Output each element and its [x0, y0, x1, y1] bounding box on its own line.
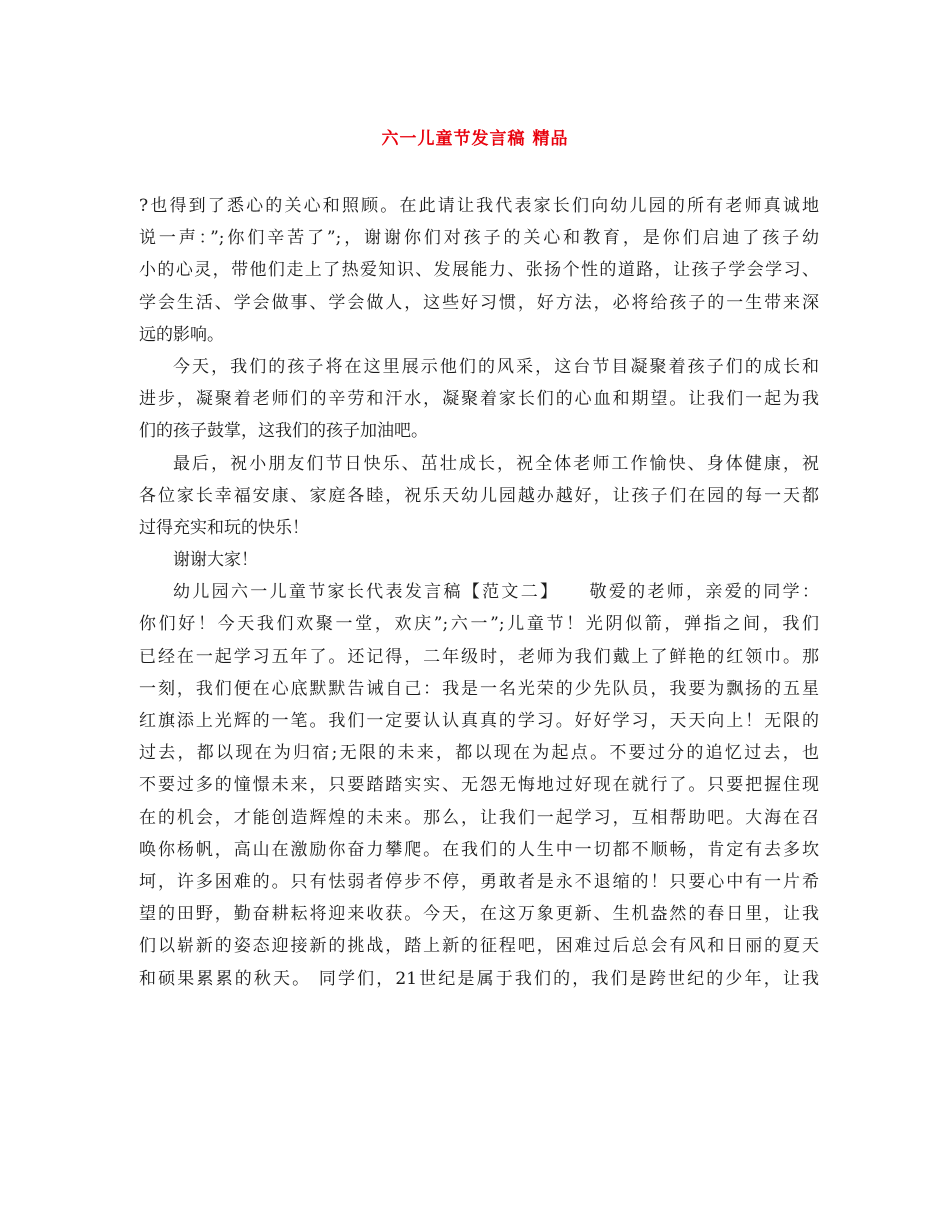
body-line: 今天，我们的孩子将在这里展示他们的风采，这台节目凝聚着孩子们的成长和 [173, 356, 819, 377]
body-line: 们以崭新的姿态迎接新的挑战，踏上新的征程吧，困难过后总会有风和日丽的夏天 [139, 936, 819, 957]
body-line: 红旗添上光辉的一笔。我们一定要认认真真的学习。好好学习，天天向上！无限的 [139, 711, 819, 731]
body-line: 幼儿园六一儿童节家长代表发言稿【范文二】 敬爱的老师，亲爱的同学： [173, 582, 819, 603]
document-body [139, 190, 819, 995]
body-line: 各位家长幸福安康、家庭各睦，祝乐天幼儿园越办越好，让孩子们在园的每一天都 [139, 485, 819, 506]
body-line: 望的田野，勤奋耕耘将迎来收获。今天，在这万象更新、生机盎然的春日里，让我 [139, 904, 819, 925]
body-line: 进步，凝聚着老师们的辛劳和汗水，凝聚着家长们的心血和期望。让我们一起为我 [139, 389, 819, 410]
body-line: 远的影响。 [139, 324, 224, 345]
body-line: 们的孩子鼓掌，这我们的孩子加油吧。 [139, 421, 428, 442]
body-line: 小的心灵，带他们走上了热爱知识、发展能力、张扬个性的道路，让孩子学会学习、 [139, 260, 819, 281]
body-line: 过去，都以现在为归宿;无限的未来，都以现在为起点。不要过分的追忆过去，也 [139, 743, 819, 764]
body-line: 和硕果累累的秋天。 同学们，21世纪是属于我们的，我们是跨世纪的少年，让我 [139, 968, 819, 989]
body-line: 谢谢大家！ [173, 550, 258, 571]
body-line: 唤你杨帆，高山在激励你奋力攀爬。在我们的人生中一切都不顺畅，肯定有去多坎 [139, 839, 819, 860]
document-title: 六一儿童节发言稿 精品 [381, 129, 569, 149]
body-line: 坷，许多困难的。只有怯弱者停步不停，勇敢者是永不退缩的！只要心中有一片希 [139, 871, 819, 892]
body-line: ?也得到了悉心的关心和照顾。在此请让我代表家长们向幼儿园的所有老师真诚地 [139, 196, 819, 216]
body-line: 学会生活、学会做事、学会做人，这些好习惯，好方法，必将给孩子的一生带来深 [139, 292, 819, 313]
body-line: 在的机会，才能创造辉煌的未来。那么，让我们一起学习，互相帮助吧。大海在召 [139, 807, 819, 828]
body-line: 说一声：”;你们辛苦了”;，谢谢你们对孩子的关心和教育，是你们启迪了孩子幼 [139, 228, 819, 249]
body-line: 最后，祝小朋友们节日快乐、茁壮成长，祝全体老师工作愉快、身体健康，祝 [173, 453, 819, 474]
body-line: 你们好！今天我们欢聚一堂，欢庆”;六一”;儿童节！光阴似箭，弹指之间，我们 [139, 614, 819, 635]
body-line: 不要过多的憧憬未来，只要踏踏实实、无怨无悔地过好现在就行了。只要把握住现 [139, 775, 819, 796]
body-line: 已经在一起学习五年了。还记得，二年级时，老师为我们戴上了鲜艳的红领巾。那 [139, 646, 819, 667]
body-line: 一刻，我们便在心底默默告诫自己：我是一名光荣的少先队员，我要为飘扬的五星 [139, 678, 819, 699]
body-line: 过得充实和玩的快乐！ [139, 517, 309, 538]
